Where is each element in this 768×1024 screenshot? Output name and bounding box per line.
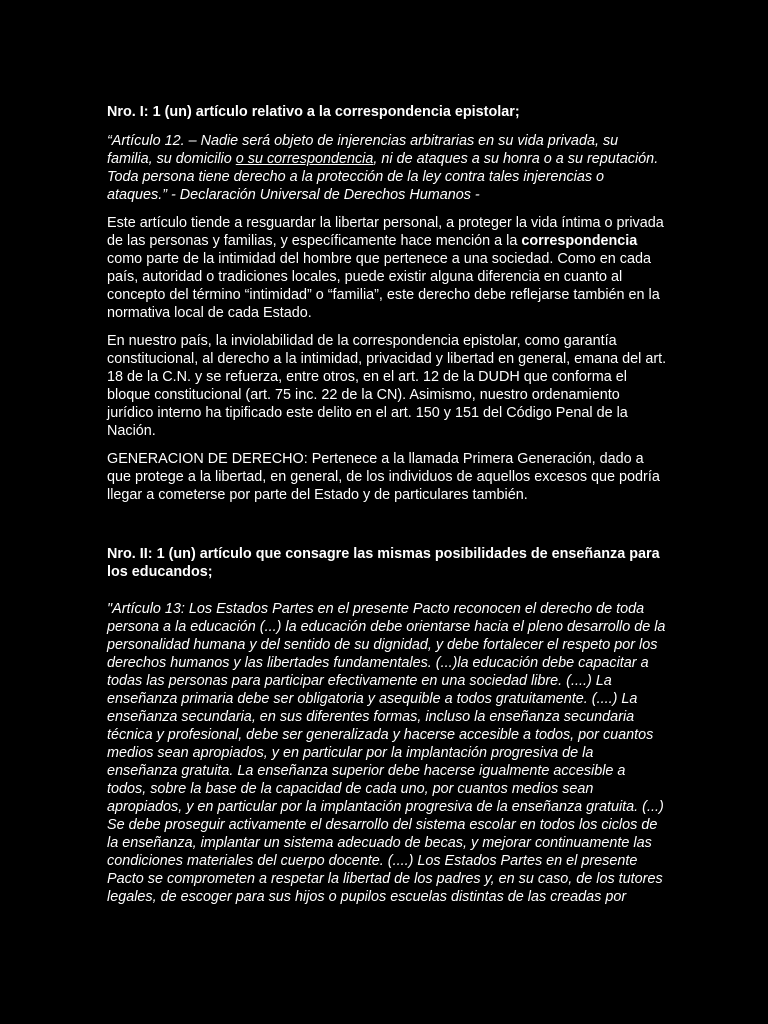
quote-text-before: “Artículo 12. – Nadie será objeto de injerencias arbitrarias en su vida privada, su familia, su domicilio <box>107 133 619 167</box>
document-page <box>107 103 667 906</box>
article-12-quote <box>107 132 667 204</box>
section-1-paragraph-3: GENERACION DE DERECHO: Pertenece a la llamada Primera Generación, dado a que protege a la libertad, en general, de los individuos de aquellos excesos que podría llegar a cometerse por parte del Estado y de particulares también. <box>107 451 660 503</box>
paragraph-bold-term: correspondencia <box>521 233 638 249</box>
paragraph-text-after: como parte de la intimidad del hombre que pertenece a una sociedad. Como en cada país, autoridad o tradiciones locales, puede existir alguna diferencia en cuanto al concepto del término “intimidad” o “familia”, este derecho debe reflejarse también en la normativa local de cada Estado. <box>107 251 660 321</box>
section-1-paragraph-1 <box>107 214 667 322</box>
paragraph-text-before: Este artículo tiende a resguardar la libertar personal, a proteger la vida íntima o privada de las personas y familias, y específicamente hace mención a la <box>107 215 664 249</box>
section-1-heading: Nro. I: 1 (un) artículo relativo a la correspondencia epistolar; <box>107 104 520 120</box>
section-1-paragraph-2: En nuestro país, la inviolabilidad de la correspondencia epistolar, como garantía constitucional, al derecho a la intimidad, privacidad y libertad en general, emana del art. 18 de la C.N. y se refuerza, entre otros, en el art. 12 de la DUDH que conforma el bloque constitucional (art. 75 inc. 22 de la CN). Asimismo, nuestro ordenamiento jurídico interno ha tipificado este delito en el art. 150 y 151 del Código Penal de la Nación. <box>107 333 667 439</box>
quote-underlined-text: o su correspondencia <box>235 151 374 167</box>
article-13-quote: "Artículo 13: Los Estados Partes en el presente Pacto reconocen el derecho de toda persona a la educación (...) la educación debe orientarse hacia el pleno desarrollo de la personalidad humana y del sentido de su dignidad, y debe fortalecer el respeto por los derechos humanos y las libertades fundamentales. (...)la educación debe capacitar a todas las personas para participar efectivamente en una sociedad libre. (....) La enseñanza primaria debe ser obligatoria y asequible a todos gratuitamente. (....) La enseñanza secundaria, en sus diferentes formas, incluso la enseñanza secundaria técnica y profesional, debe ser generalizada y hacerse accesible a todos, por cuantos medios sean apropiados, y en particular por la implantación progresiva de la enseñanza gratuita. La enseñanza superior debe hacerse igualmente accesible a todos, sobre la base de la capacidad de cada uno, por cuantos medios sean apropiados, y en particular por la implantación progresiva de la enseñanza gratuita. (...) Se debe proseguir activamente el desarrollo del sistema escolar en todos los ciclos de la enseñanza, implantar un sistema adecuado de becas, y mejorar continuamente las condiciones materiales del cuerpo docente. (....) Los Estados Partes en el presente Pacto se comprometen a respetar la libertad de los padres y, en su caso, de los tutores legales, de escoger para sus hijos o pupilos escuelas distintas de las creadas por <box>107 601 666 905</box>
section-2-heading: Nro. II: 1 (un) artículo que consagre las mismas posibilidades de enseñanza para los educandos; <box>107 546 660 580</box>
quote-text-after: , ni de ataques a su honra o a su reputación. Toda persona tiene derecho a la protección de la ley contra tales injerencias o ataques.” - Declaración Universal de Derechos Humanos - <box>107 151 659 203</box>
